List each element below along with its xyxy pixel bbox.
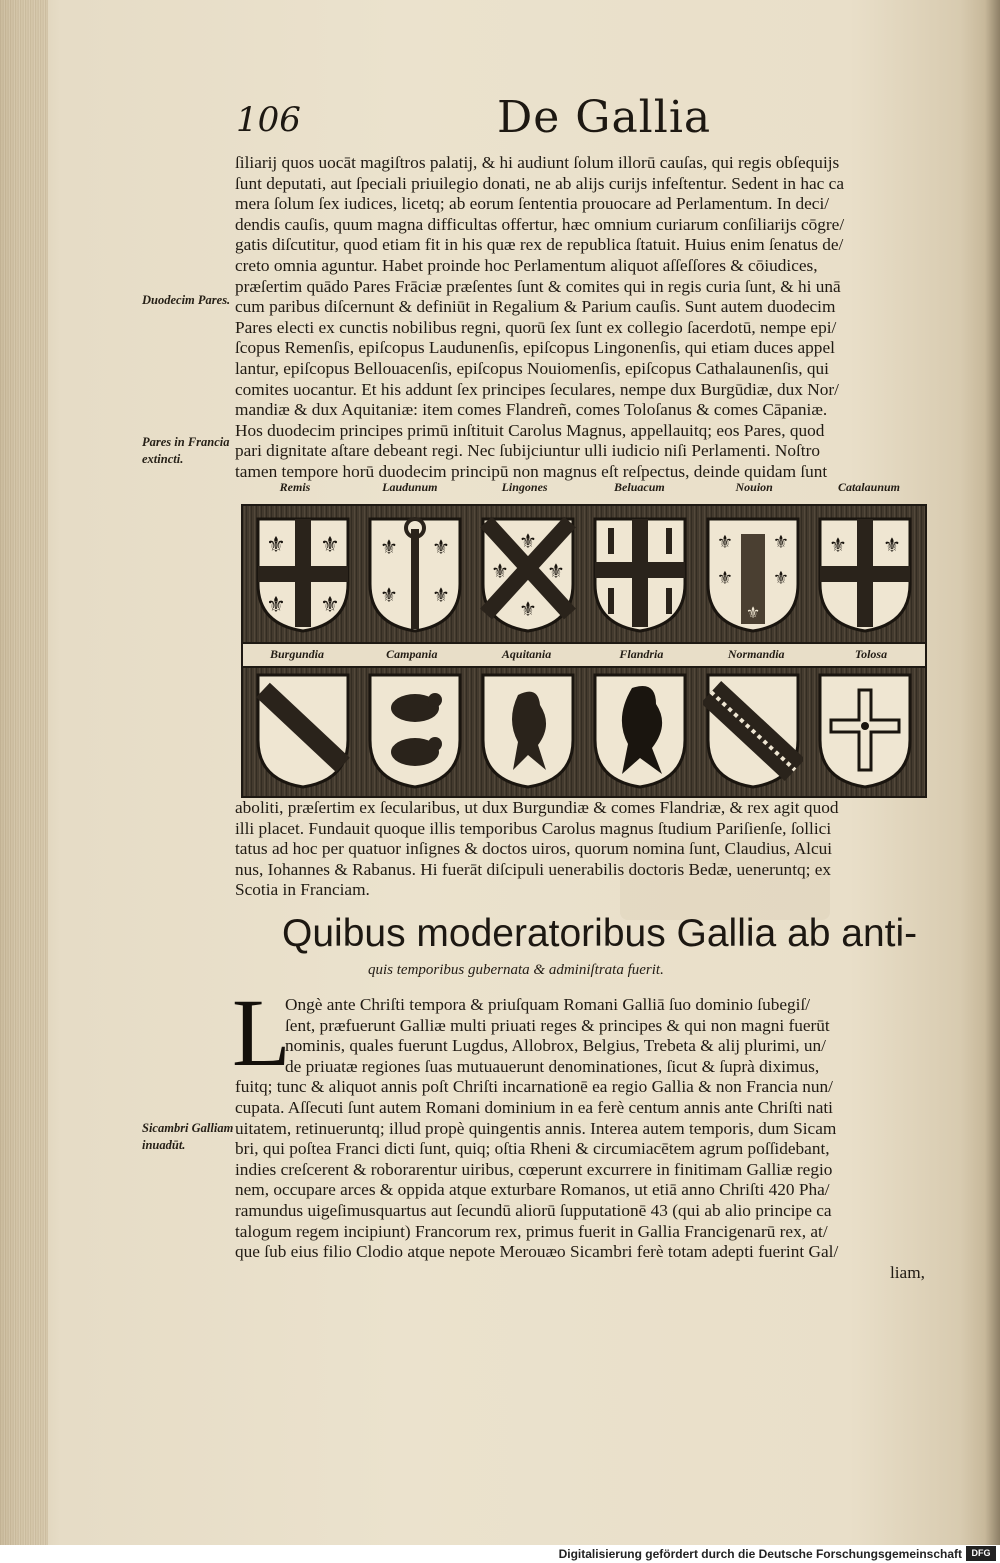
shield-cross-lilies-icon <box>253 514 353 634</box>
shield-lion-rampant-icon <box>478 670 578 790</box>
text-line: nem, occupare arces & oppida atque exturbare Romanos, ut etiā anno Chriſti 420 Pha/ <box>235 1180 830 1200</box>
section-subheading: quis temporibus gubernata & adminiſtrata fuerit. <box>368 962 664 978</box>
svg-text:⚜: ⚜ <box>380 583 399 607</box>
text-line: Scotia in Franciam. <box>235 880 370 900</box>
coats-of-arms-woodcut <box>241 504 927 798</box>
svg-text:⚜: ⚜ <box>546 559 565 583</box>
text-line: dendis cauſis, quum magna difficultas offertur, hæc omnium curiarum conſiliarijs cōgre/ <box>235 214 845 234</box>
svg-text:⚜: ⚜ <box>380 535 399 559</box>
page-stack-edge <box>0 0 48 1545</box>
coat-flandria <box>586 666 694 796</box>
shield-cross-lilies-icon <box>815 514 915 634</box>
running-title: De Gallia <box>497 92 712 143</box>
text-line: ſiliarij quos uocāt magiſtros palatij, & hi audiunt ſolum illorū cauſas, qui regis obſequijs <box>235 153 840 172</box>
text-line: cum paribus diſcernunt & definiūt in Regalium & Parium cauſis. Sunt autem duodecim <box>235 297 836 317</box>
coat-label-laudunum: Laudunum <box>382 480 438 494</box>
svg-text:⚜: ⚜ <box>882 533 901 557</box>
svg-text:⚜: ⚜ <box>745 603 760 622</box>
coat-lingones <box>474 510 582 640</box>
coat-remis <box>249 510 357 640</box>
dfg-logo-icon: DFG <box>966 1546 996 1561</box>
text-line: Pares electi ex cunctis nobilibus regni, quorū ſex ſunt ex collegio ſacerdotū, nempe epi/ <box>235 317 837 337</box>
section-heading: Quibus moderatoribus Gallia ab anti- <box>282 912 918 955</box>
svg-text:⚜: ⚜ <box>716 568 733 589</box>
text-line: creto omnia aguntur. Habet proinde hoc Perlamentum aliquot aſſeſſores & cōiudices, <box>235 255 818 275</box>
coat-labels-top <box>241 480 923 495</box>
text-line: mera ſolum ſex iudices, licetq; ab eorum ſententia prouocare ad Perlamentum. In deci/ <box>235 194 830 214</box>
shield-bend-icon <box>253 670 353 790</box>
page-number: 106 <box>236 100 301 140</box>
coat-label-beluacum: Beluacum <box>614 480 665 494</box>
svg-text:⚜: ⚜ <box>490 559 509 583</box>
shield-toulouse-cross-icon <box>815 670 915 790</box>
text-line: mandiæ & dux Aquitaniæ: item comes Flandreñ, comes Toloſanus & comes Cāpaniæ. <box>235 400 828 420</box>
shield-lion-rampant-icon <box>590 670 690 790</box>
shield-cross-keys-icon <box>590 514 690 634</box>
text-line: ſunt deputati, aut ſpeciali priuilegio donati, ne ab alijs curijs infeſtentur. Sedent in hac ca <box>235 173 844 193</box>
coat-label-lingones: Lingones <box>501 480 548 494</box>
text-line: nominis, quales fuerunt Lugdus, Allobrox, Belgius, Trebeta & alij plurimi, un/ <box>285 1036 826 1056</box>
digitization-footer <box>0 1545 1000 1563</box>
coat-burgundia <box>249 666 357 796</box>
coat-tolosa <box>811 666 919 796</box>
coat-label-remis: Remis <box>279 480 311 494</box>
marginal-note-sicambri: Sicambri Galliam inuadūt. <box>142 1121 234 1152</box>
text-line: fuitq; tunc & aliquot annis poſt Chriſti incarnationē ea regio Gallia & non Francia nun/ <box>235 1077 833 1097</box>
marginal-note-pares-extincti: Pares in Francia extincti. <box>142 435 230 466</box>
svg-text:⚜: ⚜ <box>828 533 847 557</box>
body-text-top <box>235 153 925 483</box>
coat-normandia <box>699 666 807 796</box>
coat-label-nouion: Nouion <box>735 480 773 494</box>
digitization-credit: Digitalisierung gefördert durch die Deutsche Forschungsgemeinschaft <box>558 1547 962 1561</box>
svg-text:⚜: ⚜ <box>432 535 451 559</box>
text-line: cupata. Aſſecuti ſunt autem Romani dominium in ea ferè centum annis ante Chriſti nati <box>235 1097 833 1117</box>
shield-crozier-semy-icon <box>703 514 803 634</box>
text-line: indies creſcerent & roborarentur uiribus, cœperunt excurrere in finitimam Galliæ regio <box>235 1159 833 1179</box>
svg-text:⚜: ⚜ <box>716 532 733 553</box>
text-line: que ſub eius filio Clodio atque nepote Merouæo Sicambri ferè totam adepti fuerint Gal/ <box>235 1242 839 1262</box>
coat-label-aquitania: Aquitania <box>501 647 552 661</box>
body-text-middle <box>235 798 925 901</box>
coat-nouion <box>699 510 807 640</box>
body-text-bottom <box>235 995 925 1283</box>
svg-text:⚜: ⚜ <box>320 533 340 558</box>
text-line: Hos duodecim principes primū inſtituit Carolus Magnus, appellauitq; eos Pares, quod <box>235 420 825 440</box>
text-line: ſcopus Remenſis, epiſcopus Laudunenſis, epiſcopus Lingonenſis, qui etiam duces appel <box>235 338 835 358</box>
shield-crozier-lilies-icon <box>365 514 465 634</box>
coat-beluacum <box>586 510 694 640</box>
text-line: lantur, epiſcopus Bellouacenſis, epiſcopus Nouiomenſis, epiſcopus Cathalaunenſis, qui <box>235 358 829 378</box>
svg-text:⚜: ⚜ <box>320 593 340 618</box>
coat-label-catalaunum: Catalaunum <box>837 480 900 494</box>
svg-text:⚜: ⚜ <box>432 583 451 607</box>
secular-peers-row <box>249 666 919 796</box>
text-line: nus, Iohannes & Rabanus. Hi fuerāt diſcipuli uenerabilis doctoris Bedæ, ueneruntq; ex <box>235 859 832 879</box>
shield-saltire-lilies-icon <box>478 514 578 634</box>
text-line: gatis diſcutitur, quod etiam fit in his quæ rex de republica ſtatuit. Huius enim ſenatus de/ <box>235 235 844 255</box>
text-line: aboliti, præſertim ex ſecularibus, ut dux Burgundiæ & comes Flandriæ, & rex agit quod <box>235 798 839 817</box>
text-line: tatus ad hoc per quatuor inſignes & doctos uiros, quorum nomina ſunt, Claudius, Alcui <box>235 839 833 859</box>
text-line: præſertim quādo Pares Frāciæ præſentes ſunt & comites qui in regis curia ſunt, & hi unā <box>235 276 841 296</box>
coat-campania <box>361 666 469 796</box>
text-line: comites uocantur. Et his addunt ſex principes ſeculares, nempe dux Burgūdiæ, dux Nor/ <box>235 379 839 399</box>
svg-text:⚜: ⚜ <box>266 533 286 558</box>
marginal-note-duodecim-pares: Duodecim Pares. <box>142 293 231 307</box>
text-line: uitatem, retinueruntq; illud propè quingentis annis. Interea autem temporis, dum Sicam <box>235 1118 837 1138</box>
text-line: illi placet. Fundauit quoque illis temporibus Carolus magnus ſtudium Pariſienſe, ſollici <box>235 818 832 838</box>
text-line: ſent, præfuerunt Galliæ multi priuati reges & principes & qui non magni fuerūt <box>285 1015 830 1035</box>
text-line: bri, qui poſtea Franci dicti ſunt, quiq; oſtia Rheni & circumiacētem agrum poſſidebant, <box>235 1139 830 1159</box>
coat-laudunum <box>361 510 469 640</box>
text-line: ramundus uigeſimusquartus aut ſecundū aliorū ſupputationē 43 (qui ab alio principe ca <box>235 1200 832 1220</box>
shield-bend-striped-icon <box>703 670 803 790</box>
shield-lions-icon <box>365 670 465 790</box>
ecclesiastical-peers-row <box>249 510 919 640</box>
svg-text:⚜: ⚜ <box>266 593 286 618</box>
svg-text:⚜: ⚜ <box>772 532 789 553</box>
text-line: talogum regem incipiunt) Francorum rex, primus fuerit in Gallia Francigenarū rex, at/ <box>235 1221 828 1241</box>
coat-label-tolosa: Tolosa <box>854 647 888 661</box>
coat-label-normandia: Normandia <box>727 647 785 661</box>
coat-catalaunum <box>811 510 919 640</box>
svg-text:⚜: ⚜ <box>518 529 537 553</box>
coat-labels-bottom <box>243 642 925 668</box>
coat-label-campania: Campania <box>386 647 438 661</box>
text-line: pari dignitate aſtare debeant regi. Nec ſubijciuntur ulli iudicio niſi Perlamenti. Noſtro <box>235 441 820 461</box>
text-line: Ongè ante Chriſti tempora & priuſquam Romani Galliā ſuo dominio ſubegiſ/ <box>285 995 811 1014</box>
coat-aquitania <box>474 666 582 796</box>
drop-cap-initial: L <box>232 979 291 1086</box>
svg-text:⚜: ⚜ <box>772 568 789 589</box>
catchword: liam, <box>889 1262 925 1282</box>
svg-text:⚜: ⚜ <box>518 597 537 621</box>
text-line: tamen tempore horū duodecim principū non magnus eſt reſpectus, deinde quidam ſunt <box>235 461 828 481</box>
coat-label-flandria: Flandria <box>619 647 664 661</box>
coat-label-burgundia: Burgundia <box>269 647 325 661</box>
text-line: de priuatæ regiones ſuas mutuauerunt denominationes, ſicut & ſuprà diximus, <box>285 1056 820 1076</box>
